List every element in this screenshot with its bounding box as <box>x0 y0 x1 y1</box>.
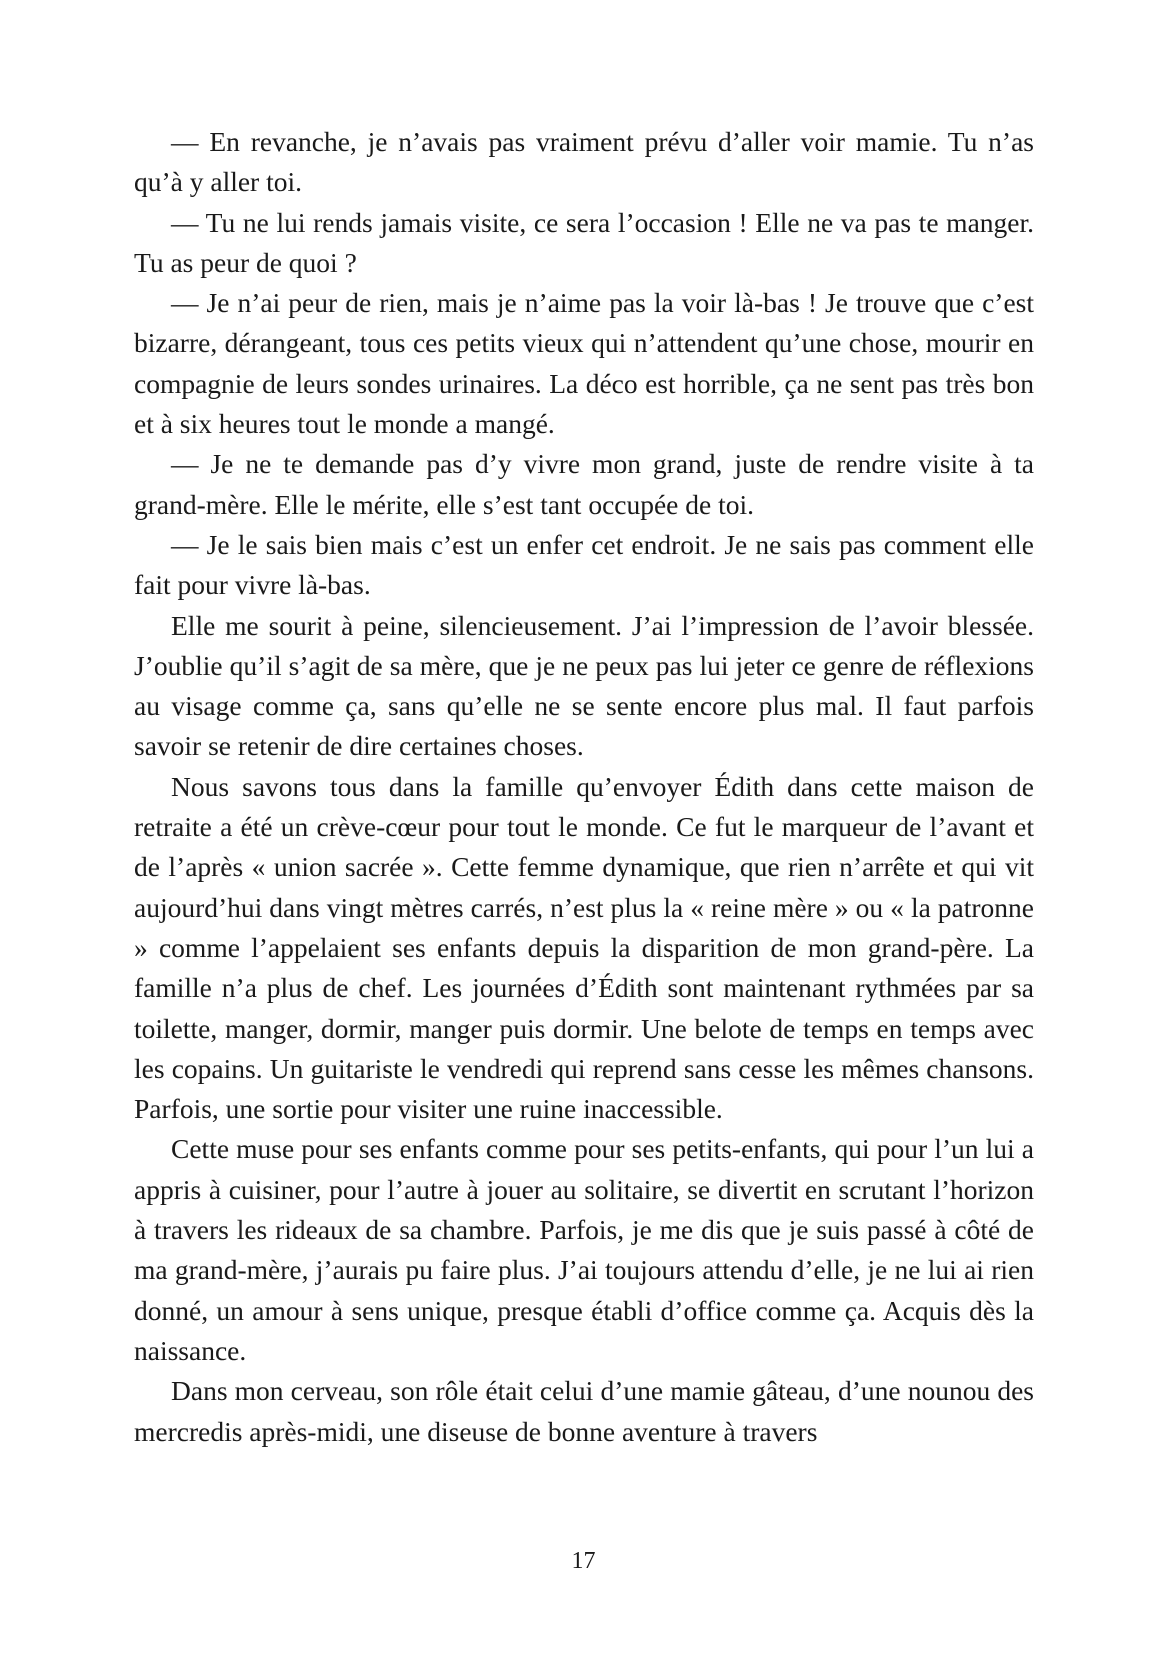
paragraph-2: — Tu ne lui rends jamais visite, ce sera l’occasion ! Elle ne va pas te manger. Tu as peur de quoi ? <box>134 206 1034 278</box>
paragraph-8: Cette muse pour ses enfants comme pour ses petits-enfants, qui pour l’un lui a appris à cuisiner, pour l’autre à jouer au solitaire, se divertit en scrutant l’horizon à travers les rideaux de sa chambre. Parfois, je me dis que je suis passé à côté de ma grand-mère, j’aurais pu faire plus. J’ai toujours attendu d’elle, je ne lui ai rien donné, un amour à sens unique, presque établi d’office comme ça. Acquis dès la naissance. <box>134 1133 1034 1366</box>
paragraph-5: — Je le sais bien mais c’est un enfer cet endroit. Je ne sais pas comment elle fait pour vivre là-bas. <box>134 528 1034 601</box>
paragraph-7: Nous savons tous dans la famille qu’envoyer Édith dans cette maison de retraite a été un crève-cœur pour tout le monde. Ce fut le marqueur de l’avant et de l’après « union sacrée ». Cette femme dynamique, que rien n’arrête et qui vit aujourd’hui dans vingt mètres carrés, n’est plus la « reine mère » ou « la patronne » comme l’appelaient ses enfants depuis la disparition de mon grand-père. La famille n’a plus de chef. Les journées d’Édith sont maintenant rythmées par sa toilette, manger, dormir, manger puis dormir. Une belote de temps en temps avec les copains. Un guitariste le vendredi qui reprend sans cesse les mêmes chansons. Parfois, une sortie pour visiter une ruine inaccessible. <box>134 770 1034 1125</box>
page-number: 17 <box>571 1548 596 1574</box>
body-text <box>134 122 1034 1452</box>
paragraph-9: Dans mon cerveau, son rôle était celui d’une mamie gâteau, d’une nounou des mercredis après-midi, une diseuse de bonne aventure à travers <box>134 1375 1034 1447</box>
paragraph-4: — Je ne te demande pas d’y vivre mon grand, juste de rendre visite à ta grand-mère. Elle le mérite, elle s’est tant occupée de toi. <box>134 448 1034 520</box>
paragraph-3: — Je n’ai peur de rien, mais je n’aime pas la voir là-bas ! Je trouve que c’est bizarre, dérangeant, tous ces petits vieux qui n’attendent qu’une chose, mourir en compagnie de leurs sondes urinaires. La déco est horrible, ça ne sent pas très bon et à six heures tout le monde a mangé. <box>134 287 1034 440</box>
paragraph-1: — En revanche, je n’avais pas vraiment prévu d’aller voir mamie. Tu n’as qu’à y aller toi. <box>134 126 1034 198</box>
paragraph-6: Elle me sourit à peine, silencieusement. J’ai l’impression de l’avoir blessée. J’oublie qu’il s’agit de sa mère, que je ne peux pas lui jeter ce genre de réflexions au visage comme ça, sans qu’elle ne se sente encore plus mal. Il faut parfois savoir se retenir de dire certaines choses. <box>134 609 1034 762</box>
